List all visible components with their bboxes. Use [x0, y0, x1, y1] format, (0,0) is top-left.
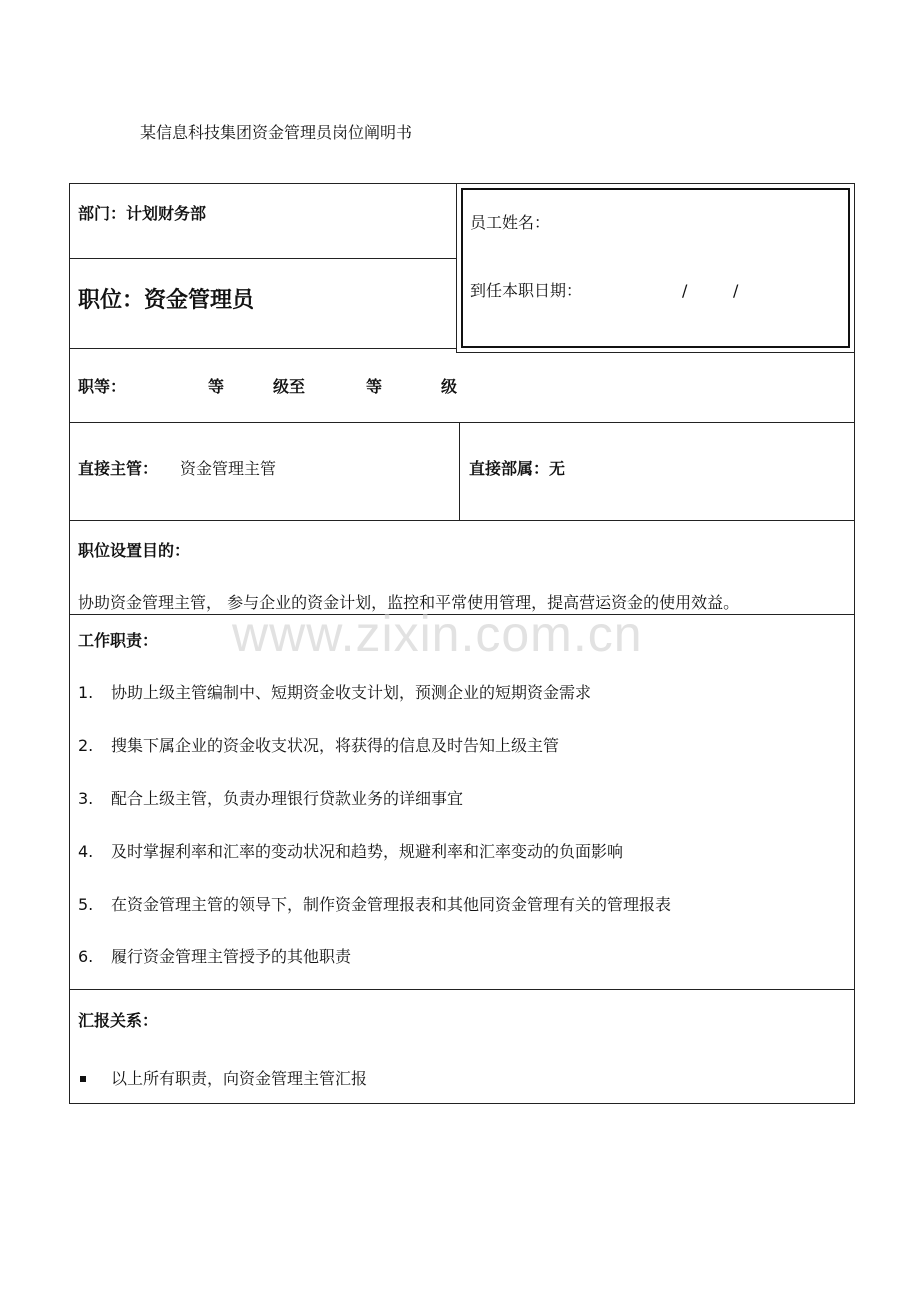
duty-item: 配合上级主管，负责办理银行贷款业务的详细事宜	[111, 789, 464, 808]
form-top-border	[69, 183, 457, 184]
row-divider	[69, 258, 457, 259]
duties-heading: 工作职责：	[78, 631, 159, 650]
grade-word: 级至	[273, 377, 306, 396]
watermark: www.zixin.com.cn	[232, 606, 643, 662]
purpose-text: 协助资金管理主管， 参与企业的资金计划，监控和平常使用管理，提高营运资金的使用效益。	[78, 593, 740, 612]
duty-number: 6.	[78, 947, 94, 966]
bullet-icon	[80, 1076, 86, 1082]
row-divider	[69, 989, 855, 990]
supervisor-value: 资金管理主管	[180, 459, 277, 478]
supervisor-label: 直接主管：	[78, 459, 159, 478]
position-field: 职位：资金管理员	[78, 288, 255, 313]
duty-number: 1.	[78, 683, 94, 702]
reporting-item: 以上所有职责，向资金管理主管汇报	[111, 1069, 368, 1088]
form-bottom-border	[69, 1103, 855, 1104]
duty-item: 在资金管理主管的领导下，制作资金管理报表和其他同资金管理有关的管理报表	[111, 895, 672, 914]
document-title: 某信息科技集团资金管理员岗位阐明书	[140, 123, 413, 142]
job-description-form	[69, 183, 855, 1104]
form-right-border	[854, 348, 855, 1104]
department-field: 部门：计划财务部	[78, 204, 207, 223]
grade-word: 等	[208, 377, 225, 396]
employee-name-label: 员工姓名：	[470, 213, 551, 232]
grade-label: 职等：	[78, 377, 127, 396]
grade-word: 等	[366, 377, 383, 396]
duty-item: 履行资金管理主管授予的其他职责	[111, 947, 352, 966]
row-divider	[69, 422, 855, 423]
duty-number: 2.	[78, 736, 94, 755]
date-separator: /	[682, 281, 688, 300]
column-divider	[459, 422, 460, 520]
row-divider	[69, 614, 855, 615]
subordinate-label: 直接部属：无	[469, 459, 566, 478]
row-divider	[69, 520, 855, 521]
start-date-label: 到任本职日期：	[470, 281, 583, 300]
duty-item: 及时掌握利率和汇率的变动状况和趋势，规避利率和汇率变动的负面影响	[111, 842, 624, 861]
duty-number: 4.	[78, 842, 94, 861]
duty-item: 协助上级主管编制中、短期资金收支计划，预测企业的短期资金需求	[111, 683, 592, 702]
form-left-border	[69, 183, 70, 1104]
employee-info-inner-frame	[461, 188, 850, 348]
employee-info-box	[456, 183, 855, 353]
duty-number: 5.	[78, 895, 94, 914]
grade-word: 级	[441, 377, 458, 396]
reporting-heading: 汇报关系：	[78, 1011, 159, 1030]
date-separator: /	[733, 281, 739, 300]
duty-item: 搜集下属企业的资金收支状况，将获得的信息及时告知上级主管	[111, 736, 560, 755]
duty-number: 3.	[78, 789, 94, 808]
purpose-heading: 职位设置目的：	[78, 541, 191, 560]
